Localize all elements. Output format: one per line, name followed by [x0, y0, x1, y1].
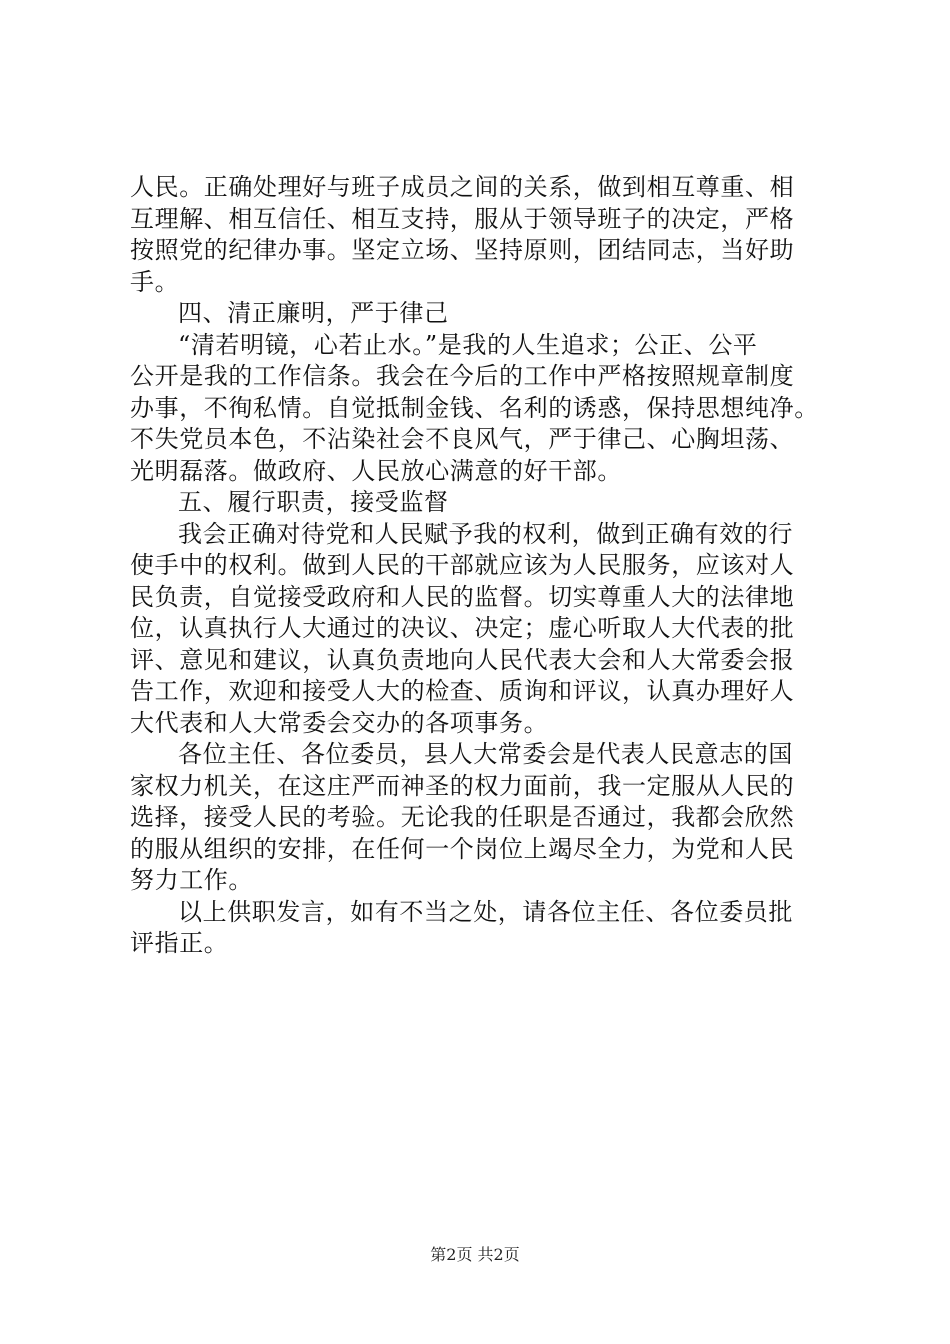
text-line: 大代表和人大常委会交办的各项事务。	[130, 708, 549, 737]
text-line: 办事，不徇私情。自觉抵制金钱、名利的诱惑，保持思想纯净。	[130, 393, 819, 422]
text-line: 各位主任、各位委员，县人大常委会是代表人民意志的国	[178, 740, 793, 768]
text-line: 选择，接受人民的考验。无论我的任职是否通过，我都会欣然	[130, 803, 795, 831]
text-line: 民负责，自觉接受政府和人民的监督。切实尊重人大的法律地	[130, 582, 795, 611]
text-line: 五、履行职责，接受监督	[178, 488, 449, 516]
text-line: 使手中的权利。做到人民的干部就应该为人民服务，应该对人	[130, 551, 795, 579]
text-line: 的服从组织的安排，在任何一个岗位上竭尽全力，为党和人民	[130, 834, 795, 863]
text-line: “清若明镜，心若止水。”是我的人生追求；公正、公平	[178, 330, 758, 359]
document-body	[130, 172, 842, 960]
text-line: 光明磊落。做政府、人民放心满意的好干部。	[130, 456, 622, 485]
text-line: 位，认真执行人大通过的决议、决定；虚心听取人大代表的批	[130, 614, 795, 642]
page-footer: 第2页 共2页	[430, 1245, 520, 1264]
text-line: 手。	[130, 267, 180, 296]
text-line: 互理解、相互信任、相互支持，服从于领导班子的决定，严格	[130, 204, 795, 233]
text-line: 我会正确对待党和人民赋予我的权利，做到正确有效的行	[178, 519, 793, 548]
text-line: 四、清正廉明，严于律己	[178, 299, 449, 327]
text-line: 家权力机关，在这庄严而神圣的权力面前，我一定服从人民的	[130, 771, 795, 800]
text-line: 不失党员本色，不沾染社会不良风气，严于律己、心胸坦荡、	[130, 425, 795, 453]
text-line: 按照党的纪律办事。坚定立场、坚持原则，团结同志，当好助	[130, 236, 795, 264]
text-line: 公开是我的工作信条。我会在今后的工作中严格按照规章制度	[130, 362, 795, 390]
text-line: 努力工作。	[130, 866, 253, 894]
text-line: 以上供职发言，如有不当之处，请各位主任、各位委员批	[178, 897, 793, 926]
text-line: 评指正。	[130, 929, 229, 957]
text-line: 人民。正确处理好与班子成员之间的关系，做到相互尊重、相	[130, 173, 795, 201]
text-line: 评、意见和建议，认真负责地向人民代表大会和人大常委会报	[130, 645, 795, 674]
text-line: 告工作，欢迎和接受人大的检查、质询和评议，认真办理好人	[130, 677, 795, 705]
